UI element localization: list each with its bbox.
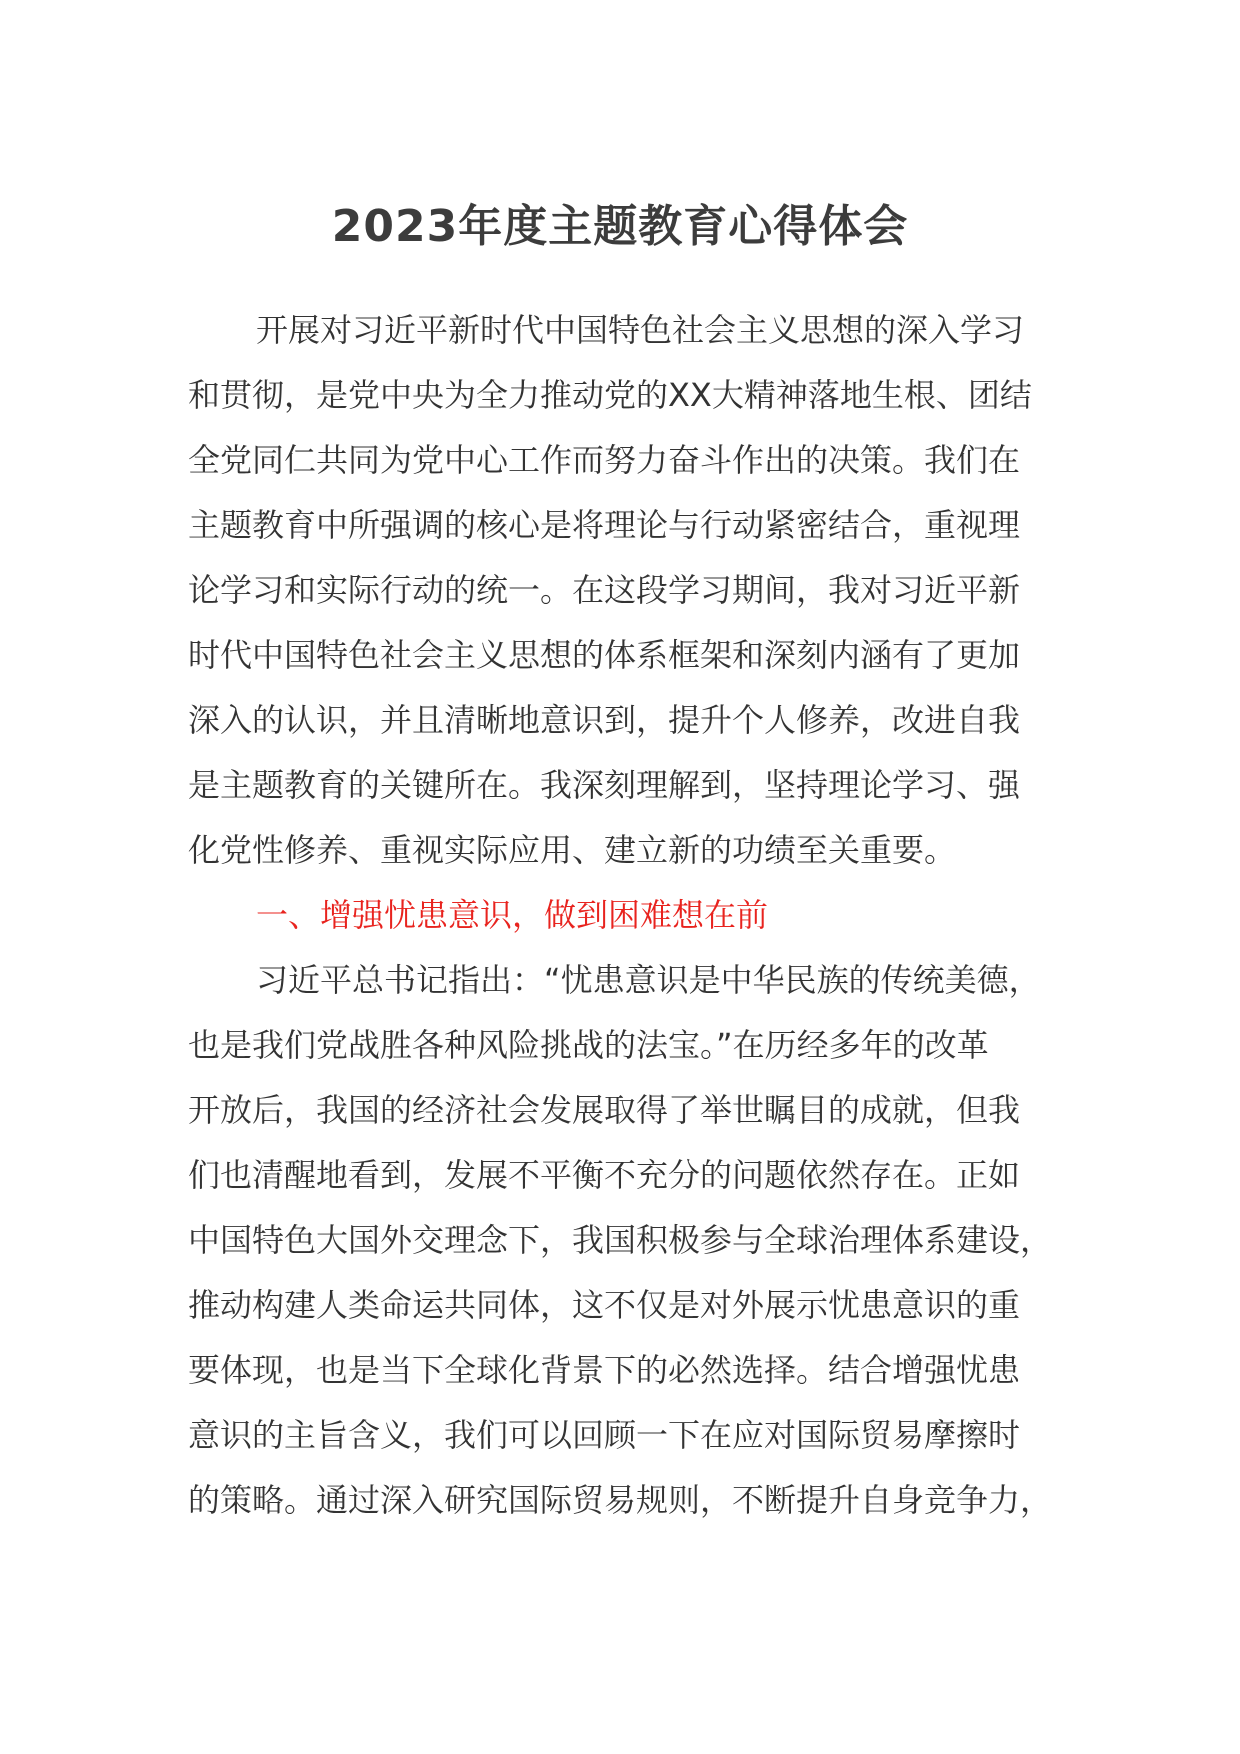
text-line: 和贯彻，是党中央为全力推动党的XX大精神落地生根、团结 — [188, 376, 1032, 414]
text-line: 们也清醒地看到，发展不平衡不充分的问题依然存在。正如 — [188, 1156, 1021, 1194]
text-line: 推动构建人类命运共同体，这不仅是对外展示忧患意识的重 — [188, 1286, 1021, 1324]
section-heading: 一、增强忧患意识，做到困难想在前 — [256, 896, 769, 934]
text-line: 深入的认识，并且清晰地意识到，提升个人修养，改进自我 — [188, 701, 1021, 739]
text-line: 化党性修养、重视实际应用、建立新的功绩至关重要。 — [188, 831, 957, 869]
text-line: 的策略。通过深入研究国际贸易规则，不断提升自身竞争力， — [188, 1481, 1053, 1519]
text-line: 也是我们党战胜各种风险挑战的法宝。”在历经多年的改革 — [188, 1026, 989, 1064]
paragraph-intro — [188, 298, 1068, 883]
text-line: 中国特色大国外交理念下，我国积极参与全球治理体系建设， — [188, 1221, 1053, 1259]
text-line: 是主题教育的关键所在。我深刻理解到，坚持理论学习、强 — [188, 766, 1021, 804]
text-line: 主题教育中所强调的核心是将理论与行动紧密结合，重视理 — [188, 506, 1021, 544]
document-body — [188, 298, 1068, 1533]
text-line: 开展对习近平新时代中国特色社会主义思想的深入学习 — [256, 311, 1025, 349]
text-line: 全党同仁共同为党中心工作而努力奋斗作出的决策。我们在 — [188, 441, 1021, 479]
text-line: 论学习和实际行动的统一。在这段学习期间，我对习近平新 — [188, 571, 1021, 609]
document-title: 2023年度主题教育心得体会 — [331, 201, 909, 252]
text-line: 习近平总书记指出：“忧患意识是中华民族的传统美德， — [256, 961, 1041, 999]
text-line: 意识的主旨含义，我们可以回顾一下在应对国际贸易摩擦时 — [188, 1416, 1021, 1454]
text-line: 要体现，也是当下全球化背景下的必然选择。结合增强忧患 — [188, 1351, 1021, 1389]
text-line: 开放后，我国的经济社会发展取得了举世瞩目的成就，但我 — [188, 1091, 1021, 1129]
paragraph-section1 — [188, 948, 1068, 1533]
text-line: 时代中国特色社会主义思想的体系框架和深刻内涵有了更加 — [188, 636, 1021, 674]
